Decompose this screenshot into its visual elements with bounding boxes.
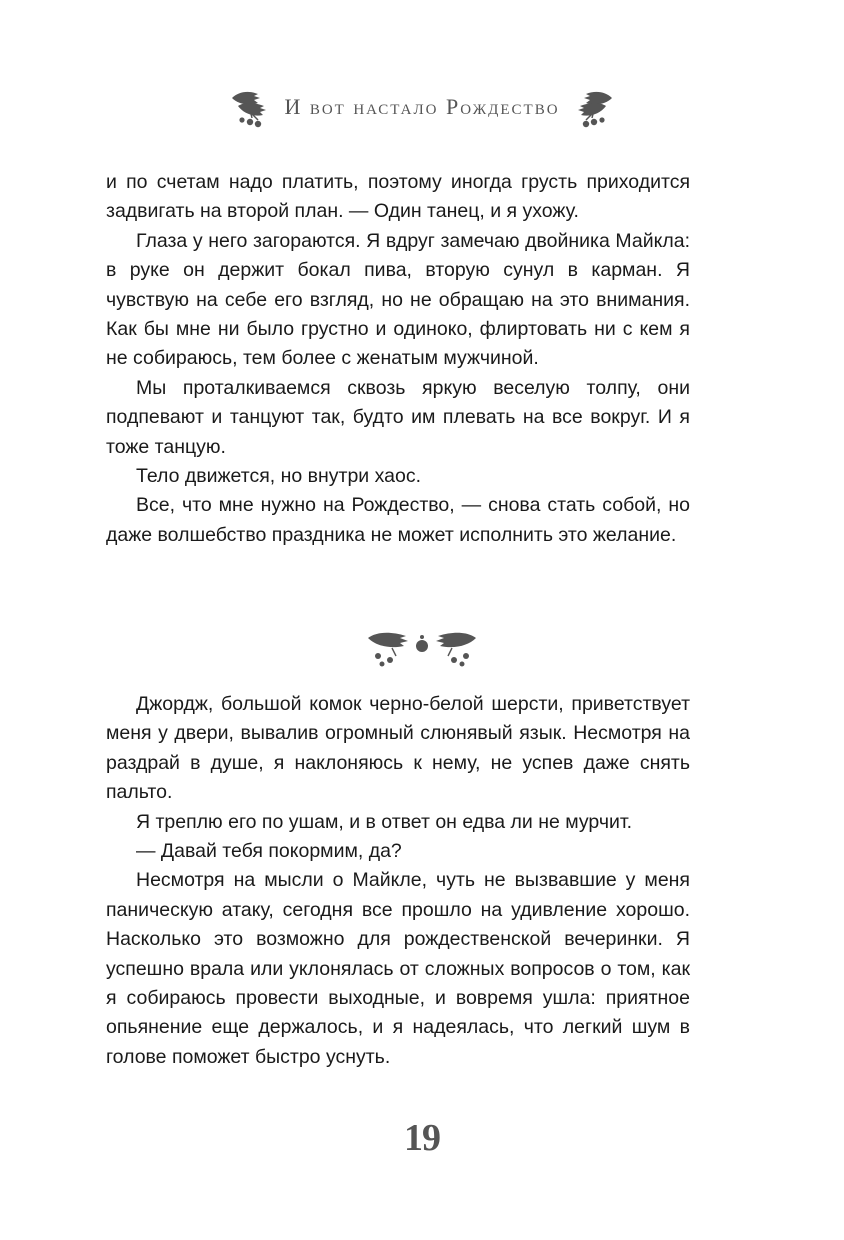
page-number: 19: [404, 1117, 440, 1159]
paragraph: Джордж, большой комок черно-белой шерсти, приветствует меня у двери, вывалив огромный слюнявый язык. Несмотря на раздрай в душе, я наклоняюсь к нему, не успев даже снять пальто.: [106, 693, 690, 804]
paragraph: Тело движется, но внутри хаос.: [136, 465, 421, 488]
running-head-title: И вот настало Рождество: [284, 94, 560, 119]
paragraph: Все, что мне нужно на Рождество, — снова стать собой, но даже волшебство праздника не может исполнить это желание.: [106, 494, 690, 546]
holly-sprig-icon: [570, 84, 616, 130]
paragraph: — Давай тебя покормим, да?: [136, 840, 402, 863]
holly-berry-divider-icon: [362, 626, 482, 675]
holly-sprig-icon: [228, 84, 274, 130]
paragraph: Несмотря на мысли о Майкле, чуть не вызвавшие у меня паническую атаку, сегодня все прошло на удивление хорошо. Насколько это возможно для рождественской вечеринки. Я успешно врала или уклонялась от сложных вопросов о том, как я собираюсь провести выходные, и вовремя ушла: приятное опьянение еще держалось, и я надеялась, что легкий шум в голове поможет быстро уснуть.: [106, 869, 690, 1068]
running-head: [0, 82, 844, 132]
paragraph: Глаза у него загораются. Я вдруг замечаю двойника Майкла: в руке он держит бокал пива, вторую сунул в карман. Я чувствую на себе его взгляд, но не обращаю на это внимания. Как бы мне ни было грустно и одиноко, флиртовать ни с кем я не собираюсь, тем более с женатым мужчиной.: [106, 229, 690, 370]
section-divider: [0, 626, 844, 675]
paragraph: и по счетам надо платить, поэтому иногда грусть приходится задвигать на второй план. — Один танец, и я ухожу.: [106, 171, 690, 223]
paragraph: Я треплю его по ушам, и в ответ он едва ли не мурчит.: [136, 810, 633, 833]
body-text-section-2: [106, 690, 690, 1072]
body-text-section-1: [106, 168, 690, 550]
paragraph: Мы проталкиваемся сквозь яркую веселую толпу, они подпевают и танцуют так, будто им плевать на все вокруг. И я тоже танцую.: [106, 376, 690, 458]
